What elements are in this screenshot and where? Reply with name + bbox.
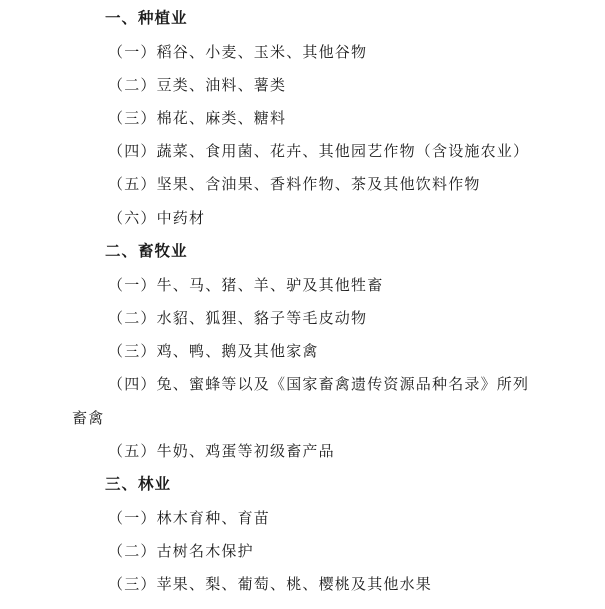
list-item: （二）水貂、狐狸、貉子等毛皮动物 <box>108 309 368 327</box>
section-heading-livestock: 二、畜牧业 <box>105 242 188 260</box>
section-heading-forestry: 三、林业 <box>105 475 172 493</box>
list-item: （一）牛、马、猪、羊、驴及其他牲畜 <box>108 276 384 294</box>
list-item: （四）兔、蜜蜂等以及《国家畜禽遗传资源品种名录》所列 <box>108 375 530 393</box>
list-item: （一）林木育种、育苗 <box>108 509 271 527</box>
list-item: （二）豆类、油料、薯类 <box>108 76 287 94</box>
list-item: （三）棉花、麻类、糖料 <box>108 109 287 127</box>
list-item: （三）鸡、鸭、鹅及其他家禽 <box>108 342 319 360</box>
list-item: （六）中药材 <box>108 209 206 227</box>
list-item: （二）古树名木保护 <box>108 542 254 560</box>
list-item: （五）坚果、含油果、香料作物、茶及其他饮料作物 <box>108 175 481 193</box>
list-item: （三）苹果、梨、葡萄、桃、樱桃及其他水果 <box>108 575 433 593</box>
list-item-continuation: 畜禽 <box>72 409 105 427</box>
list-item: （四）蔬菜、食用菌、花卉、其他园艺作物（含设施农业） <box>108 142 530 160</box>
section-heading-planting: 一、种植业 <box>105 9 188 27</box>
list-item: （一）稻谷、小麦、玉米、其他谷物 <box>108 43 368 61</box>
list-item: （五）牛奶、鸡蛋等初级畜产品 <box>108 442 335 460</box>
